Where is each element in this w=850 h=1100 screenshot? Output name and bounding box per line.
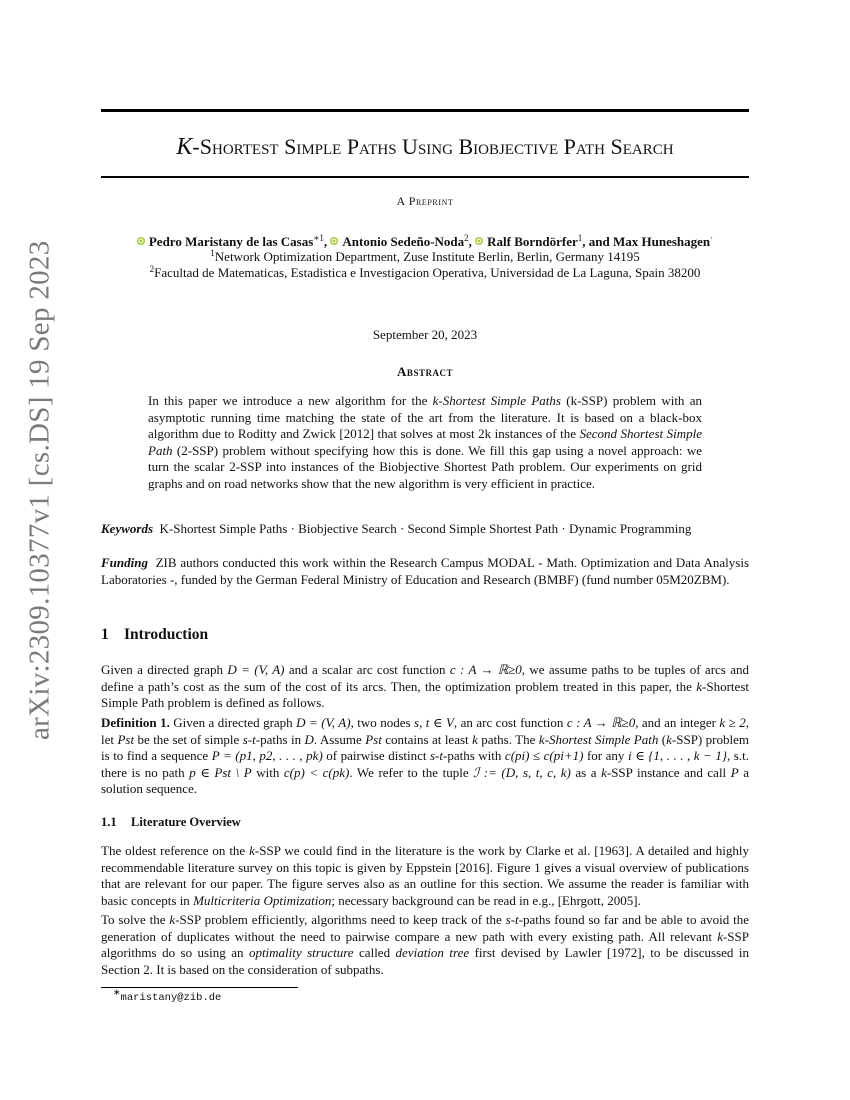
author-name: Ralf Borndörfer bbox=[487, 234, 578, 249]
abstract-text: (k-SSP) problem with an asymptotic running time matching the state of the art from the literature. It is based on a black-box algorithm due to Roditty and Zwick [2012] that solves at most 2k instances of the bbox=[148, 393, 702, 441]
affiliation-text: Facultad de Matematicas, Estadistica e Investigacion Operativa, Universidad de La Laguna, Spain 38200 bbox=[154, 265, 701, 280]
text-run: -Shortest Simple Path problem is defined as follows. bbox=[101, 678, 749, 710]
math-expr: s-t bbox=[505, 912, 519, 927]
text-run: , an arc cost function bbox=[453, 715, 567, 730]
text-run: called bbox=[353, 945, 396, 960]
text-run: of pairwise distinct bbox=[322, 748, 430, 763]
title-rule-top bbox=[101, 109, 749, 112]
math-expr: k bbox=[601, 764, 607, 780]
text-run: , s.t. there is no path bbox=[101, 748, 749, 780]
math-expr: s-t bbox=[430, 748, 443, 763]
text-run: , two nodes bbox=[350, 715, 415, 730]
footnote-mark: ∗ bbox=[113, 987, 121, 997]
math-expr: k bbox=[472, 731, 478, 747]
math-expr: P bbox=[730, 764, 739, 780]
text-run: for any bbox=[583, 748, 628, 763]
text-run: and a scalar arc cost function bbox=[284, 662, 450, 677]
text-run: -SSP) problem is to find a sequence bbox=[101, 731, 750, 763]
emphasized-term: Multicriteria Optimization bbox=[193, 892, 332, 908]
abstract-text: (2-SSP) problem without specifying how this is done. We fill this gap using a novel approach: we turn the scalar 2-SSP into instances of the Biobjective Shortest Path problem. Our experiments on grid graphs and on road networks show that the new algorithm is very efficient in practice. bbox=[148, 442, 702, 491]
affiliation-text: Network Optimization Department, Zuse Institute Berlin, Berlin, Germany 14195 bbox=[214, 249, 640, 264]
author-marks: 1 bbox=[577, 233, 583, 243]
abstract-body bbox=[148, 393, 702, 492]
math-expr: D = (V, A) bbox=[227, 662, 285, 677]
emphasized-term: optimality structure bbox=[248, 945, 354, 960]
paper-title bbox=[101, 134, 749, 160]
math-expr: k bbox=[249, 843, 255, 858]
math-expr: D = (V, A) bbox=[296, 715, 351, 730]
text-run: . Assume bbox=[313, 731, 366, 747]
math-expr: p ∈ Pst \ P bbox=[189, 764, 252, 780]
math-expr: k bbox=[169, 912, 176, 927]
subsection-heading bbox=[101, 814, 241, 831]
text-run: as a bbox=[570, 764, 602, 780]
orcid-icon[interactable] bbox=[137, 237, 145, 245]
abstract-heading: Abstract bbox=[397, 364, 453, 379]
abstract-text: In this paper we introduce a new algorithm for the bbox=[148, 393, 433, 408]
math-expr: Pst bbox=[117, 731, 135, 747]
footnote bbox=[113, 987, 222, 1007]
section-title: Introduction bbox=[124, 626, 209, 643]
abstract-term: k-Shortest Simple Paths bbox=[432, 393, 561, 408]
funding bbox=[101, 555, 749, 588]
math-expr: s, t ∈ V bbox=[414, 715, 454, 730]
affiliation-1 bbox=[80, 249, 770, 266]
title-rest: -Shortest Simple Paths Using Biobjective Path Search bbox=[192, 134, 674, 159]
text-run: -paths with bbox=[443, 748, 505, 763]
author-name: Max Huneshagen bbox=[612, 234, 711, 249]
funding-text: ZIB authors conducted this work within the Research Campus MODAL - Math. Optimization and Data Analysis Laboratories -, funded by the German Federal Ministry of Education and Research (BMBF) (fund number 05M20ZBM). bbox=[101, 555, 749, 587]
math-expr: k bbox=[696, 678, 703, 694]
text-run: Given a directed graph bbox=[101, 662, 228, 677]
paper-date: September 20, 2023 bbox=[372, 327, 478, 342]
author-separator: , bbox=[468, 234, 472, 249]
math-expr: P = (p1, p2, . . . , pk) bbox=[211, 748, 323, 763]
text-run: ( bbox=[658, 731, 667, 747]
author-marks: 2 bbox=[464, 233, 469, 243]
math-expr: k bbox=[666, 731, 672, 747]
arxiv-stamp bbox=[12, 240, 68, 740]
intro-paragraph bbox=[101, 662, 749, 712]
math-expr: k bbox=[538, 731, 545, 747]
text-run: , we assume paths to be tuples of arcs and define a path’s cost as the sum of the cost of its arcs. Then, the optimization problem treated in this paper, the bbox=[101, 662, 749, 694]
math-expr: k bbox=[717, 928, 723, 944]
author-marks: · bbox=[710, 233, 714, 243]
text-run: -paths in bbox=[255, 731, 305, 747]
preprint-label: A Preprint bbox=[396, 194, 454, 208]
text-run: ; necessary background can be read in e.g., [Ehrgott, 2005]. bbox=[331, 892, 641, 908]
footnote-rule bbox=[101, 987, 298, 988]
math-expr: s-t bbox=[242, 731, 256, 747]
orcid-icon[interactable] bbox=[330, 237, 338, 245]
keywords-text: K-Shortest Simple Paths · Biobjective Search · Second Simple Shortest Path · Dynamic Programming bbox=[159, 521, 692, 536]
abstract-term: Second Shortest Simple Path bbox=[148, 426, 702, 458]
literature-paragraph-1 bbox=[101, 843, 749, 909]
subsection-number: 1.1 bbox=[101, 815, 117, 829]
text-run: paths. The bbox=[477, 731, 539, 747]
title-k: K bbox=[176, 134, 193, 160]
text-run: , and an integer bbox=[635, 715, 720, 730]
text-run: -SSP problem efficiently, algorithms need to keep track of the bbox=[175, 912, 506, 927]
text-run: -SSP algorithms do so using an bbox=[101, 928, 749, 960]
text-run: . We refer to the tuple bbox=[349, 764, 474, 780]
keywords-label: Keywords bbox=[101, 521, 153, 536]
section-heading bbox=[101, 627, 208, 644]
math-expr: c : A → ℝ≥0 bbox=[449, 662, 522, 677]
author-marks: ∗1 bbox=[313, 233, 324, 243]
definition-1 bbox=[101, 715, 749, 798]
section-number: 1 bbox=[101, 626, 109, 643]
text-run: The oldest reference on the bbox=[101, 843, 250, 858]
author-separator: , bbox=[323, 234, 328, 249]
author-name: Pedro Maristany de las Casas bbox=[148, 234, 314, 249]
author-separator: , and bbox=[582, 234, 610, 249]
text-run: -SSP we could find in the literature is the work by Clarke et al. [1963]. A detailed and highly recommendable literature survey on this topic is given by Eppstein [2016]. Figure 1 gives a visual overview of publications that are relevant for our paper. The figure serves also as an outline for this section. We assume the reader is familiar with basic concepts in bbox=[101, 843, 750, 908]
math-expr: Pst bbox=[365, 731, 382, 747]
funding-label: Funding bbox=[101, 555, 148, 570]
text-run: To solve the bbox=[101, 912, 170, 927]
text-run: a solution sequence. bbox=[101, 764, 749, 796]
math-expr: ℐ := (D, s, t, c, k) bbox=[473, 764, 571, 780]
arxiv-stamp-text: arXiv:2309.10377v1 [cs.DS] 19 Sep 2023 bbox=[23, 240, 56, 740]
title-rule-bottom bbox=[101, 176, 749, 178]
math-expr: c : A → ℝ≥0 bbox=[566, 715, 636, 730]
math-expr: D bbox=[304, 731, 314, 747]
author-name: Antonio Sedeño-Noda bbox=[342, 234, 465, 249]
text-run: , let bbox=[101, 715, 749, 747]
math-expr: c(p) < c(pk) bbox=[283, 764, 350, 780]
footnote-email[interactable]: maristany@zib.de bbox=[120, 992, 222, 1004]
math-expr: c(pi) ≤ c(pi+1) bbox=[504, 748, 584, 763]
subsection-title: Literature Overview bbox=[131, 815, 241, 829]
text-run: Given a directed graph bbox=[173, 715, 297, 730]
text-run: be the set of simple bbox=[134, 731, 243, 747]
text-run: first devised by Lawler [1972], to be discussed in Section 2. It is based on the consideration of subpaths. bbox=[101, 945, 749, 977]
text-run: -Shortest Simple Path bbox=[544, 731, 659, 747]
keywords bbox=[101, 521, 749, 538]
orcid-icon[interactable] bbox=[475, 237, 483, 245]
math-expr: i ∈ {1, . . . , k − 1} bbox=[627, 748, 728, 763]
affiliation-mark: 1 bbox=[210, 248, 215, 258]
definition-label: Definition 1. bbox=[101, 715, 170, 730]
math-expr: k ≥ 2 bbox=[719, 715, 746, 730]
text-run: contains at least bbox=[381, 731, 473, 747]
emphasized-term: deviation tree bbox=[395, 945, 470, 960]
affiliation-mark: 2 bbox=[149, 264, 155, 274]
text-run: -SSP instance and call bbox=[606, 764, 731, 780]
affiliation-2 bbox=[80, 265, 770, 282]
text-run: -paths found so far and be able to avoid the generation of duplicates without the need to pairwise compare a new path with every existing path. All relevant bbox=[101, 912, 750, 944]
literature-paragraph-2 bbox=[101, 912, 749, 978]
text-run: with bbox=[251, 764, 284, 780]
